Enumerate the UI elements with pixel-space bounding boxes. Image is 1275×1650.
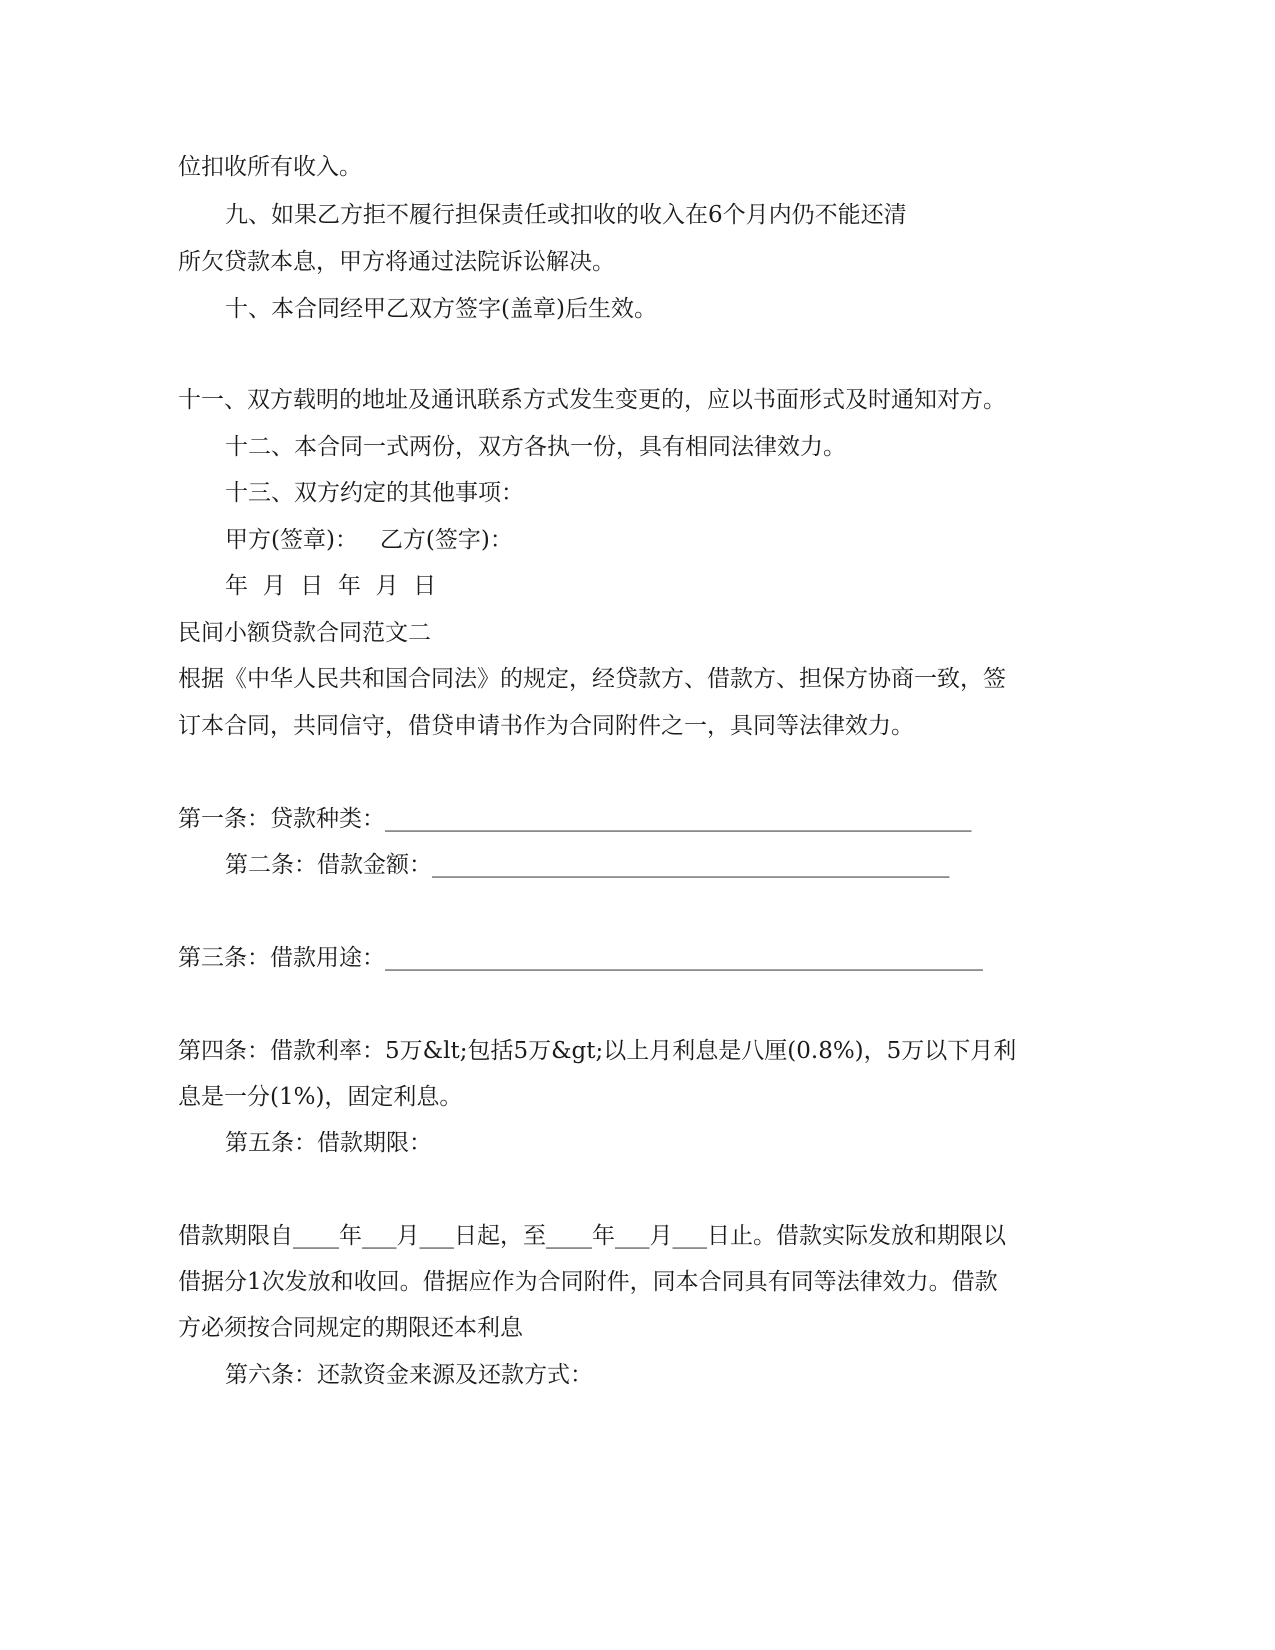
text-line: 息是一分(1%)，固定利息。	[178, 1084, 463, 1110]
text-line: 借款期限自____年___月___日起，至____年___月___日止。借款实际发放和期限以	[178, 1223, 1006, 1249]
text-line: 十二、本合同一式两份，双方各执一份，具有相同法律效力。	[225, 434, 846, 460]
date-line: 年 月 日 年 月 日	[225, 573, 437, 599]
text-line: 所欠贷款本息，甲方将通过法院诉讼解决。	[178, 249, 615, 275]
clause-line: 第四条：借款利率：5万&lt;包括5万&gt;以上月利息是八厘(0.8%)，5万以下月利	[178, 1038, 1017, 1064]
section-title: 民间小额贷款合同范文二	[178, 620, 431, 646]
clause-line: 第三条：借款用途：____________________________________________________	[178, 945, 983, 971]
clause-line: 第一条：贷款种类：___________________________________________________	[178, 806, 972, 832]
text-line: 九、如果乙方拒不履行担保责任或扣收的收入在6个月内仍不能还清	[225, 202, 907, 228]
text-line: 十三、双方约定的其他事项：	[225, 480, 524, 506]
text-line: 借据分1次发放和收回。借据应作为合同附件，同本合同具有同等法律效力。借款	[178, 1269, 998, 1295]
text-line: 十一、双方载明的地址及通讯联系方式发生变更的，应以书面形式及时通知对方。	[178, 387, 1006, 413]
text-line: 十、本合同经甲乙双方签字(盖章)后生效。	[225, 296, 657, 322]
text-line: 方必须按合同规定的期限还本利息	[178, 1315, 523, 1341]
text-line: 订本合同，共同信守，借贷申请书作为合同附件之一，具同等法律效力。	[178, 713, 914, 739]
text-line: 位扣收所有收入。	[178, 154, 362, 180]
clause-line: 第六条：还款资金来源及还款方式：	[225, 1362, 593, 1388]
text-line: 根据《中华人民共和国合同法》的规定，经贷款方、借款方、担保方协商一致，签	[178, 666, 1006, 692]
signature-line: 甲方(签章)： 乙方(签字)：	[225, 527, 513, 553]
clause-line: 第二条：借款金额：_____________________________________________	[225, 852, 950, 878]
clause-line: 第五条：借款期限：	[225, 1130, 432, 1156]
